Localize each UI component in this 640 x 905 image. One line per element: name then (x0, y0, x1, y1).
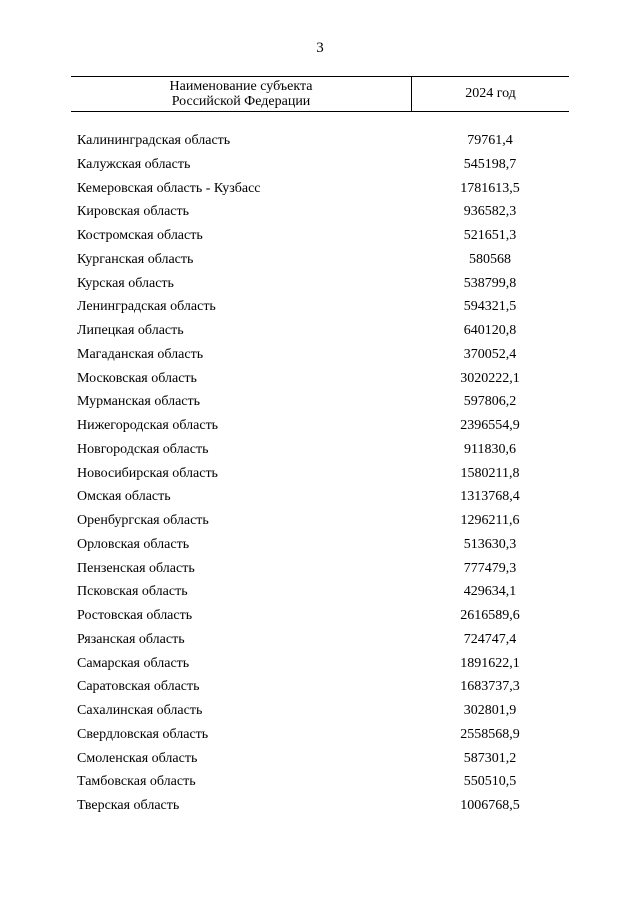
region-name: Мурманская область (77, 394, 201, 410)
region-name: Курская область (77, 275, 174, 291)
table-row (0, 485, 640, 509)
table-row (0, 533, 640, 557)
table-row (0, 272, 640, 296)
table-row (0, 652, 640, 676)
table-row (0, 390, 640, 414)
region-value: 302801,9 (463, 703, 517, 718)
region-name: Костромская область (77, 228, 203, 243)
region-name: Калининградская область (77, 133, 231, 148)
region-value: 597806,2 (463, 394, 517, 410)
region-value: 521651,3 (463, 228, 517, 243)
table-header (71, 76, 569, 112)
region-value: 1781613,5 (460, 180, 520, 196)
region-value: 1296211,6 (460, 513, 520, 528)
table-row (0, 438, 640, 462)
page-number: 3 (316, 40, 324, 56)
region-value: 429634,1 (463, 584, 517, 600)
table-row (0, 153, 640, 177)
region-value: 538799,8 (463, 275, 517, 291)
table-row (0, 367, 640, 391)
region-value: 936582,3 (463, 204, 517, 220)
table-row (0, 343, 640, 367)
region-value: 79761,4 (467, 133, 513, 148)
table-row (0, 129, 640, 153)
table-row (0, 295, 640, 319)
region-value: 2616589,6 (460, 608, 520, 623)
table-row (0, 723, 640, 747)
table-row (0, 224, 640, 248)
region-value: 1006768,5 (460, 798, 520, 813)
region-name: Рязанская область (77, 631, 185, 647)
region-name: Магаданская область (77, 346, 204, 362)
table-row (0, 604, 640, 628)
region-value: 724747,4 (463, 631, 517, 647)
region-name: Кировская область (77, 204, 190, 220)
region-name: Сахалинская область (77, 703, 203, 718)
table-row (0, 794, 640, 818)
region-value: 594321,5 (463, 299, 517, 315)
region-value: 370052,4 (463, 346, 517, 362)
table-row (0, 770, 640, 794)
region-name: Тверская область (77, 798, 180, 813)
table-row (0, 177, 640, 201)
region-value: 1580211,8 (460, 465, 520, 481)
header-region-line2: Российской Федерации (171, 94, 311, 109)
table-row (0, 248, 640, 272)
region-value: 911830,6 (464, 441, 516, 457)
header-year: 2024 год (465, 86, 516, 101)
table-row (0, 200, 640, 224)
region-value: 550510,5 (463, 774, 517, 790)
region-value: 587301,2 (463, 750, 517, 766)
region-name: Липецкая область (77, 323, 184, 338)
region-value: 2396554,9 (460, 418, 520, 433)
table-row (0, 747, 640, 771)
table-row (0, 557, 640, 581)
table-row (0, 628, 640, 652)
region-name: Нижегородская область (77, 418, 219, 433)
region-name: Тамбовская область (77, 774, 196, 790)
region-name: Калужская область (77, 156, 191, 172)
region-name: Омская область (77, 489, 171, 505)
table-row (0, 462, 640, 486)
table-row (0, 675, 640, 699)
region-value: 1891622,1 (460, 655, 520, 671)
table-row (0, 319, 640, 343)
region-value: 640120,8 (463, 323, 517, 338)
region-value: 777479,3 (463, 560, 517, 576)
region-name: Свердловская область (77, 726, 209, 742)
region-value: 545198,7 (463, 156, 517, 172)
table-row (0, 699, 640, 723)
region-name: Псковская область (77, 584, 188, 600)
region-name: Новосибирская область (77, 465, 218, 481)
region-name: Московская область (77, 370, 197, 386)
region-name: Новгородская область (77, 441, 209, 457)
region-value: 1313768,4 (460, 489, 520, 505)
region-name: Самарская область (77, 655, 190, 671)
table-body (0, 129, 640, 818)
table-row (0, 580, 640, 604)
region-name: Кемеровская область - Кузбасс (77, 180, 261, 196)
region-name: Ленинградская область (77, 299, 216, 315)
region-name: Курганская область (77, 251, 194, 267)
region-value: 513630,3 (463, 536, 517, 552)
region-value: 1683737,3 (460, 679, 520, 695)
region-value: 580568 (469, 251, 511, 267)
table-row (0, 414, 640, 438)
region-name: Саратовская область (77, 679, 200, 695)
region-value: 2558568,9 (460, 726, 520, 742)
region-name: Ростовская область (77, 608, 193, 623)
table-row (0, 509, 640, 533)
region-name: Смоленская область (77, 750, 198, 766)
region-value: 3020222,1 (460, 370, 520, 386)
region-name: Орловская область (77, 536, 190, 552)
region-name: Оренбургская область (77, 513, 209, 528)
header-region-line1: Наименование субъекта (169, 79, 313, 94)
header-region-name (71, 77, 412, 111)
region-name: Пензенская область (77, 560, 195, 576)
